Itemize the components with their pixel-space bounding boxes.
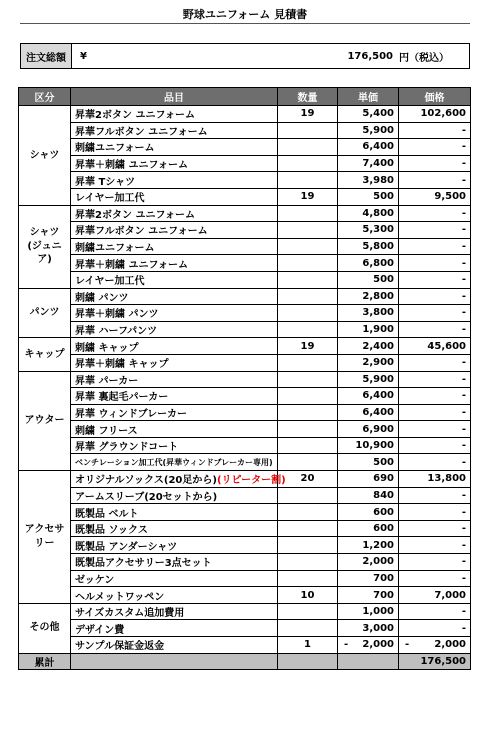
table-row [19,537,471,554]
price-cell [399,487,471,504]
item-name: 刺繍ユニフォーム [75,143,155,155]
unit-price-value: 690 [373,473,394,485]
price-value: - [461,307,466,319]
category-cell: アウター [19,371,71,471]
item-cell [71,172,278,189]
quantity-cell: 19 [278,338,338,355]
unit-price-cell [338,222,399,239]
unit-price-value: 3,800 [362,307,394,319]
unit-price-cell [338,139,399,156]
item-cell [71,520,278,537]
table-header-row [19,88,471,106]
price-cell [399,155,471,172]
quantity-cell [278,620,338,637]
order-total-box [20,43,470,69]
unit-price-value: 6,400 [362,406,394,418]
item-cell [71,637,278,654]
price-value: 7,000 [434,589,466,601]
table-row [19,603,471,620]
table-row [19,271,471,288]
price-value: - [461,357,466,369]
unit-price-value: 1,900 [362,324,394,336]
unit-price-value: 3,980 [362,174,394,186]
cumulative-total-row [19,653,471,670]
table-row [19,520,471,537]
item-name: ヘルメットワッペン [75,591,165,603]
item-cell [71,188,278,205]
unit-price-value: 2,900 [362,357,394,369]
quantity-cell [278,388,338,405]
unit-price-value: 6,800 [362,257,394,269]
price-value: - [461,572,466,584]
price-cell [399,520,471,537]
price-cell [399,122,471,139]
item-name: 既製品 アンダーシャツ [75,541,178,553]
quantity-cell [278,288,338,305]
item-cell [71,155,278,172]
table-row [19,371,471,388]
item-cell [71,106,278,123]
item-cell [71,620,278,637]
quantity-cell: 20 [278,471,338,488]
price-cell [399,106,471,123]
header-unit-price: 単価 [338,88,399,106]
item-cell [71,421,278,438]
price-cell [399,238,471,255]
item-name: 刺繍ユニフォーム [75,243,155,255]
item-name: 昇華フルボタン ユニフォーム [75,226,208,238]
quantity-cell [278,305,338,322]
price-value: - [461,556,466,568]
price-value: - [461,406,466,418]
table-row [19,587,471,604]
price-value: 13,800 [427,473,466,485]
item-name: 昇華 Tシャツ [75,176,136,188]
quantity-cell [278,554,338,571]
item-cell [71,570,278,587]
price-value: 102,600 [420,108,466,120]
category-cell: キャップ [19,338,71,371]
item-cell [71,437,278,454]
quantity-cell: 19 [278,188,338,205]
quantity-cell [278,354,338,371]
price-cell [399,554,471,571]
item-name: ゼッケン [75,574,115,586]
unit-price-value: 700 [373,572,394,584]
header-price: 価格 [399,88,471,106]
price-cell [399,587,471,604]
unit-price-cell [338,471,399,488]
table-row [19,637,471,654]
item-name: デザイン費 [75,624,125,636]
unit-price-value: 2,400 [362,340,394,352]
unit-price-value: 500 [373,191,394,203]
yen-symbol: ¥ [80,50,87,62]
item-name: 昇華フルボタン ユニフォーム [75,126,208,138]
item-name: レイヤー加工代 [75,276,145,288]
unit-price-value: 840 [373,489,394,501]
unit-price-cell [338,122,399,139]
unit-price-value: 5,900 [362,124,394,136]
price-cell [399,354,471,371]
item-cell [71,222,278,239]
unit-price-cell [338,172,399,189]
unit-price-cell [338,255,399,272]
unit-price-cell [338,404,399,421]
price-value: - [461,257,466,269]
price-value: - [461,539,466,551]
cumulative-total-value: 176,500 [399,653,471,670]
unit-price-value: 500 [373,274,394,286]
price-cell [399,222,471,239]
item-name: ベンチレーション加工代(昇華ウィンドブレーカー専用) [75,457,273,467]
minus-sign: - [405,639,410,651]
price-cell [399,437,471,454]
unit-price-value: 5,800 [362,241,394,253]
unit-price-cell [338,205,399,222]
unit-price-value: 1,000 [362,606,394,618]
item-cell [71,454,278,471]
price-value: - [461,523,466,535]
item-cell [71,388,278,405]
price-cell [399,139,471,156]
unit-price-value: 10,900 [355,440,394,452]
table-row [19,122,471,139]
table-row [19,570,471,587]
item-cell [71,139,278,156]
price-value: - [461,274,466,286]
price-value: 9,500 [434,191,466,203]
item-name: 昇華＋刺繍 ユニフォーム [75,259,188,271]
item-name: 昇華 グラウンドコート [75,442,179,454]
unit-price-value: 3,000 [362,622,394,634]
quantity-cell [278,437,338,454]
footer-empty-cell [338,653,399,670]
item-cell [71,321,278,338]
price-value: - [461,141,466,153]
quantity-cell [278,603,338,620]
unit-price-cell [338,504,399,521]
item-cell [71,354,278,371]
quantity-cell [278,537,338,554]
price-cell [399,537,471,554]
unit-price-cell [338,537,399,554]
item-name: 刺繍 パンツ [75,292,129,304]
table-row [19,471,471,488]
repeater-discount-note: (リピーター割) [216,475,286,487]
table-row [19,454,471,471]
unit-price-value: 6,400 [362,390,394,402]
quantity-cell [278,255,338,272]
category-cell: アクセサリー [19,471,71,604]
unit-price-cell [338,305,399,322]
unit-price-cell [338,388,399,405]
price-value: - [461,207,466,219]
unit-price-value: 500 [373,456,394,468]
item-name: 刺繍 フリース [75,425,138,437]
price-value: - [461,390,466,402]
item-cell [71,305,278,322]
item-name: レイヤー加工代 [75,193,145,205]
unit-price-cell [338,637,399,654]
item-cell [71,537,278,554]
price-value: - [461,440,466,452]
unit-price-cell [338,620,399,637]
order-total-amount: 176,500 [347,50,393,62]
cumulative-total-label: 累計 [19,653,71,670]
quantity-cell [278,504,338,521]
table-row [19,288,471,305]
unit-price-value: 700 [373,589,394,601]
price-cell [399,603,471,620]
item-cell [71,255,278,272]
quantity-cell [278,570,338,587]
quantity-cell [278,222,338,239]
quantity-cell [278,155,338,172]
price-value: - [461,124,466,136]
item-cell [71,404,278,421]
price-value: - [461,506,466,518]
unit-price-value: 7,400 [362,158,394,170]
table-row [19,172,471,189]
unit-price-value: 2,000 [362,639,394,651]
unit-price-value: 6,900 [362,423,394,435]
price-cell [399,321,471,338]
price-cell [399,620,471,637]
unit-price-value: 5,900 [362,373,394,385]
table-row [19,354,471,371]
price-cell [399,205,471,222]
table-row [19,139,471,156]
unit-price-value: 600 [373,523,394,535]
table-row [19,321,471,338]
item-name: サンプル保証金返金 [75,641,165,653]
price-cell [399,637,471,654]
price-value: - [461,158,466,170]
unit-price-cell [338,554,399,571]
price-value: 2,000 [434,639,466,651]
item-name: 昇華2ボタン ユニフォーム [75,110,195,122]
item-cell [71,603,278,620]
price-cell [399,421,471,438]
item-name: 既製品アクセサリー3点セット [75,558,212,570]
unit-price-value: 6,400 [362,141,394,153]
unit-price-cell [338,155,399,172]
item-name: 昇華2ボタン ユニフォーム [75,209,195,221]
unit-price-cell [338,587,399,604]
quantity-cell: 10 [278,587,338,604]
item-cell [71,471,286,488]
unit-price-cell [338,238,399,255]
item-name: 昇華＋刺繍 キャップ [75,359,169,371]
table-row [19,404,471,421]
table-row [19,238,471,255]
item-cell [71,554,278,571]
table-row [19,255,471,272]
quantity-cell [278,238,338,255]
item-cell [71,122,278,139]
unit-price-cell [338,570,399,587]
unit-price-cell [338,520,399,537]
category-cell: シャツ [19,106,71,206]
item-name: 昇華＋刺繍 パンツ [75,309,159,321]
order-total-label: 注文総額 [21,44,72,68]
price-cell [399,504,471,521]
price-cell [399,404,471,421]
minus-sign: - [344,639,349,651]
price-cell [399,288,471,305]
quantity-cell: 1 [278,637,338,654]
price-cell [399,338,471,355]
table-row [19,106,471,123]
quantity-cell [278,122,338,139]
unit-price-value: 5,400 [362,108,394,120]
page-title: 野球ユニフォーム 見積書 [182,8,308,21]
quantity-cell: 19 [278,106,338,123]
price-value: - [461,423,466,435]
item-cell [71,271,278,288]
item-cell [71,371,278,388]
unit-price-value: 5,300 [362,224,394,236]
quantity-cell [278,321,338,338]
price-value: 45,600 [427,340,466,352]
item-cell [71,487,278,504]
price-cell [399,371,471,388]
price-cell [399,255,471,272]
unit-price-value: 4,800 [362,207,394,219]
category-cell: シャツ (ジュニア) [19,205,71,288]
item-name: 昇華＋刺繍 ユニフォーム [75,160,188,172]
price-value: - [461,606,466,618]
table-row [19,554,471,571]
table-row [19,487,471,504]
quantity-cell [278,404,338,421]
table-row [19,421,471,438]
table-row [19,188,471,205]
unit-price-cell [338,437,399,454]
unit-price-value: 2,800 [362,290,394,302]
table-body [19,106,471,654]
title-divider [20,23,470,24]
unit-price-cell [338,371,399,388]
unit-price-value: 1,200 [362,539,394,551]
footer-empty-cell [71,653,278,670]
unit-price-value: 2,000 [362,556,394,568]
unit-price-cell [338,271,399,288]
item-name: 既製品 ベルト [75,508,139,520]
unit-price-cell [338,603,399,620]
quantity-cell [278,454,338,471]
unit-price-cell [338,354,399,371]
price-value: - [461,224,466,236]
quantity-cell [278,172,338,189]
table-row [19,338,471,355]
quantity-cell [278,421,338,438]
unit-price-cell [338,321,399,338]
item-cell [71,504,278,521]
price-value: - [461,489,466,501]
price-cell [399,388,471,405]
unit-price-cell [338,487,399,504]
price-cell [399,305,471,322]
item-name: 昇華 パーカー [75,375,139,387]
item-cell [71,587,278,604]
price-value: - [461,241,466,253]
item-name: アームスリーブ(20セットから) [75,491,218,503]
table-row [19,437,471,454]
price-value: - [461,290,466,302]
table-row [19,205,471,222]
item-name: サイズカスタム追加費用 [75,608,185,620]
order-total-unit: 円（税込） [399,52,449,64]
table-row [19,305,471,322]
item-cell [71,238,278,255]
item-name: 昇華 裏起毛パーカー [75,392,169,404]
table-row [19,388,471,405]
price-cell [399,454,471,471]
price-value: - [461,622,466,634]
item-name: 既製品 ソックス [75,525,148,537]
price-cell [399,172,471,189]
unit-price-cell [338,106,399,123]
price-cell [399,471,471,488]
price-value: - [461,174,466,186]
price-cell [399,188,471,205]
unit-price-cell [338,338,399,355]
item-name: 昇華 ハーフパンツ [75,326,158,338]
unit-price-cell [338,188,399,205]
quantity-cell [278,205,338,222]
item-name: 刺繍 キャップ [75,342,139,354]
item-name: オリジナルソックス(20足から) [75,475,217,487]
unit-price-value: 600 [373,506,394,518]
table-row [19,620,471,637]
header-quantity: 数量 [278,88,338,106]
table-row [19,155,471,172]
header-item: 品目 [71,88,278,106]
unit-price-cell [338,288,399,305]
price-value: - [461,373,466,385]
quantity-cell [278,271,338,288]
footer-empty-cell [278,653,338,670]
unit-price-cell [338,454,399,471]
table-row [19,222,471,239]
price-cell [399,271,471,288]
unit-price-cell [338,421,399,438]
quantity-cell [278,487,338,504]
item-cell [71,205,278,222]
quantity-cell [278,371,338,388]
price-value: - [461,456,466,468]
item-name: 昇華 ウィンドブレーカー [75,408,187,420]
category-cell: その他 [19,603,71,653]
price-cell [399,570,471,587]
table-row [19,504,471,521]
header-category: 区分 [19,88,71,106]
item-cell [71,288,278,305]
item-cell [71,338,278,355]
price-value: - [461,324,466,336]
quantity-cell [278,520,338,537]
estimate-table [18,87,471,670]
category-cell: パンツ [19,288,71,338]
quantity-cell [278,139,338,156]
